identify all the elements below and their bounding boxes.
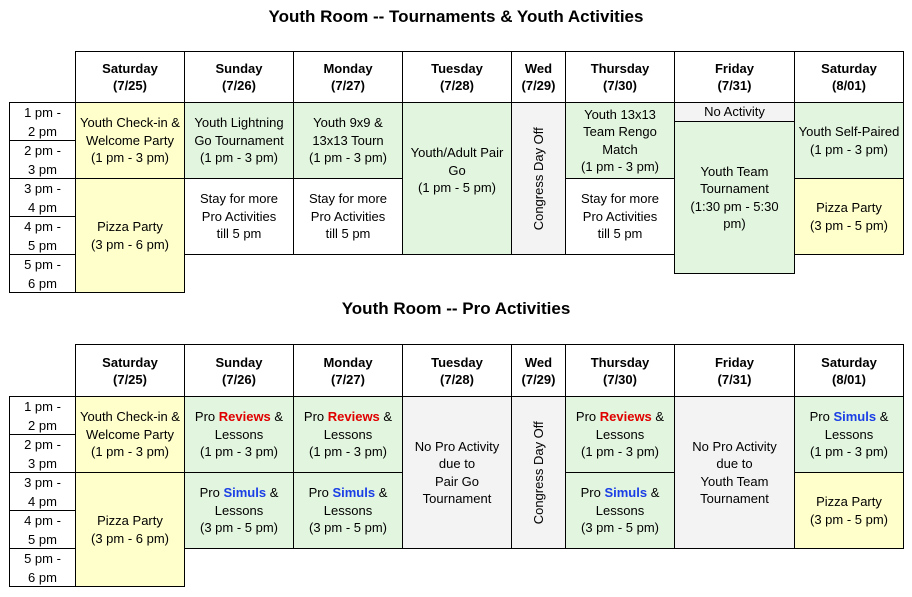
time-slot-2pm (9, 140, 76, 179)
header-date: (7/31) (717, 78, 752, 93)
event-line: Pizza Party (816, 494, 882, 509)
header-date: (7/27) (331, 371, 365, 387)
text-pre: Pro (809, 409, 834, 425)
event-line: Lessons (595, 426, 645, 442)
time-end: 3 pm (28, 455, 57, 471)
header-wed-0729 (511, 344, 566, 397)
event-no-pro-activity (674, 396, 795, 549)
header-tuesday-0728 (402, 344, 512, 397)
event-line: Youth 9x9 & (313, 115, 383, 131)
event-line: Pizza Party (97, 219, 163, 234)
text-pre: Pro (303, 409, 328, 425)
event-line: Pair Go (434, 473, 480, 489)
time-start: 1 pm - (24, 104, 61, 120)
time-slot-2pm (9, 434, 76, 473)
event-line: Pro Activities (310, 208, 386, 224)
event-stay-for-pro (565, 178, 675, 255)
time-start: 1 pm - (24, 398, 61, 414)
event-line: Pro Activities (582, 208, 658, 224)
event-line (581, 484, 660, 502)
event-line: Pizza Party (97, 513, 163, 528)
event-time: (3 pm - 5 pm) (809, 511, 888, 527)
time-end: 4 pm (28, 493, 57, 509)
event-time: pm) (723, 216, 746, 231)
event-line: Lessons (323, 502, 373, 518)
header-date: (8/01) (832, 78, 866, 93)
time-end: 4 pm (28, 199, 57, 215)
event-line: Welcome Party (86, 132, 174, 148)
event-line: Pro Activities (201, 208, 277, 224)
time-slot-5pm (9, 254, 76, 293)
event-time: (3 pm - 5 pm) (580, 520, 659, 536)
event-line: till 5 pm (216, 226, 262, 242)
header-sunday-0726 (184, 344, 294, 397)
time-end: 2 pm (28, 123, 57, 139)
time-slot-1pm (9, 102, 76, 141)
event-line: Go Tournament (194, 132, 284, 148)
time-start: 5 pm - (24, 256, 61, 272)
event-line (309, 484, 388, 502)
event-line: due to (438, 456, 476, 471)
time-start: 3 pm - (24, 474, 61, 490)
event-pro-reviews (565, 396, 675, 473)
text-pre: Pro (199, 485, 224, 501)
event-line: Tournament (422, 491, 492, 506)
table1-title: Youth Room -- Tournaments & Youth Activities (268, 7, 644, 26)
event-line: Welcome Party (86, 426, 174, 442)
text-post: & (266, 485, 279, 501)
header-date: (7/26) (222, 371, 256, 387)
text-pre: Pro (580, 485, 605, 501)
text-post: & (647, 485, 660, 501)
event-line: No Pro Activity (692, 438, 777, 454)
event-line: Lessons (214, 426, 264, 442)
header-monday-0727 (293, 51, 403, 103)
event-time: (1 pm - 3 pm) (308, 150, 387, 166)
header-date: (8/01) (832, 371, 866, 387)
reviews-label: Reviews (599, 409, 652, 425)
event-line: No Pro Activity (414, 438, 500, 454)
header-day: Thursday (590, 354, 650, 370)
time-slot-4pm (9, 216, 76, 255)
time-end: 6 pm (28, 275, 57, 291)
event-pizza-party (794, 178, 904, 255)
simuls-label: Simuls (223, 485, 267, 501)
event-line: Tournament (700, 181, 769, 196)
header-date: (7/25) (113, 78, 147, 93)
event-line: Stay for more (308, 191, 388, 207)
header-date: (7/31) (717, 371, 752, 387)
event-time: (1 pm - 3 pm) (90, 150, 169, 166)
event-line: Youth Team (700, 163, 769, 179)
event-line: Pizza Party (816, 200, 882, 215)
event-line (195, 408, 283, 426)
time-slot-1pm (9, 396, 76, 435)
header-saturday-0801 (794, 51, 904, 103)
time-end: 2 pm (28, 417, 57, 433)
header-day: Friday (714, 354, 754, 370)
event-time: (3 pm - 6 pm) (90, 530, 169, 546)
event-pro-reviews (184, 396, 294, 473)
event-time: (3 pm - 5 pm) (809, 217, 888, 233)
event-line: till 5 pm (325, 226, 371, 242)
event-line: till 5 pm (597, 226, 643, 242)
event-line: Stay for more (580, 191, 660, 207)
event-line: 13x13 Tourn (312, 132, 384, 148)
event-pizza-party (75, 472, 185, 587)
header-date: (7/30) (603, 371, 637, 387)
event-line (810, 408, 889, 426)
time-start: 4 pm - (24, 218, 61, 234)
event-pro-simuls (293, 472, 403, 549)
time-start: 5 pm - (24, 550, 61, 566)
header-day: Wed (524, 61, 553, 76)
event-line: Team Rengo (583, 124, 657, 139)
text-pre: Pro (194, 409, 219, 425)
simuls-label: Simuls (332, 485, 376, 501)
event-line: Lessons (595, 502, 645, 518)
header-saturday-0725 (75, 51, 185, 103)
day-off-label: Congress Day Off (530, 420, 546, 525)
event-youth-checkin (75, 102, 185, 179)
event-line: Tournament (700, 491, 769, 506)
time-end: 5 pm (28, 237, 57, 253)
header-wed-0729 (511, 51, 566, 103)
event-pizza-party (794, 472, 904, 549)
header-day: Saturday (821, 61, 877, 76)
event-line: Match (602, 141, 638, 157)
text-pre: Pro (575, 409, 600, 425)
event-stay-for-pro (184, 178, 294, 255)
text-post: & (270, 409, 284, 425)
header-day: Monday (323, 61, 373, 76)
event-pair-go (402, 102, 512, 255)
event-time: (1 pm - 3 pm) (809, 444, 888, 460)
event-time: (3 pm - 5 pm) (308, 520, 387, 536)
event-line: Youth 13x13 (584, 106, 656, 122)
simuls-label: Simuls (604, 485, 648, 501)
event-pro-simuls (794, 396, 904, 473)
time-slot-3pm (9, 178, 76, 217)
time-end: 5 pm (28, 531, 57, 547)
event-line: Go (448, 162, 466, 178)
event-line (200, 484, 279, 502)
table2-title: Youth Room -- Pro Activities (341, 299, 571, 318)
day-off-label: Congress Day Off (530, 126, 546, 231)
event-youth-checkin (75, 396, 185, 473)
event-congress-day-off (511, 102, 566, 255)
event-time: (1:30 pm - 5:30 (690, 198, 779, 214)
event-line: Lessons (323, 426, 373, 442)
header-thursday-0730 (565, 344, 675, 397)
header-friday-0731 (674, 344, 795, 397)
event-time: (1 pm - 3 pm) (308, 444, 387, 460)
header-day: Friday (714, 61, 754, 76)
header-sunday-0726 (184, 51, 294, 103)
event-line: Lessons (214, 502, 264, 518)
event-time: (1 pm - 3 pm) (809, 141, 888, 157)
time-start: 4 pm - (24, 512, 61, 528)
event-line: Youth Check-in & (80, 115, 180, 131)
event-time: (3 pm - 5 pm) (199, 520, 278, 536)
event-self-paired (794, 102, 904, 179)
header-date: (7/27) (331, 78, 365, 93)
event-stay-for-pro (293, 178, 403, 255)
event-line: Lessons (824, 426, 874, 442)
header-day: Tuesday (431, 354, 483, 370)
event-time: (1 pm - 3 pm) (199, 444, 278, 460)
event-line (304, 408, 392, 426)
event-time: (1 pm - 3 pm) (580, 159, 659, 174)
header-date: (7/25) (113, 371, 147, 387)
event-line: Youth Check-in & (80, 409, 180, 425)
event-pro-simuls (565, 472, 675, 549)
header-day: Saturday (102, 61, 158, 76)
time-slot-3pm (9, 472, 76, 511)
header-date: (7/29) (521, 371, 556, 387)
event-line: Stay for more (199, 191, 279, 207)
event-time: (1 pm - 3 pm) (90, 444, 169, 460)
event-line: Youth/Adult Pair (410, 145, 504, 161)
event-line: No Activity (704, 104, 765, 120)
text-post: & (651, 409, 665, 425)
time-start: 2 pm - (24, 436, 61, 452)
event-line: due to (716, 456, 753, 471)
reviews-label: Reviews (327, 409, 380, 425)
text-post: & (375, 485, 388, 501)
header-saturday-0801 (794, 344, 904, 397)
event-no-pro-activity (402, 396, 512, 549)
header-date: (7/28) (440, 78, 474, 93)
event-time: (1 pm - 3 pm) (199, 150, 278, 166)
header-friday-0731 (674, 51, 795, 103)
event-team-tournament (674, 121, 795, 274)
event-line: Youth Self-Paired (798, 124, 900, 139)
header-date: (7/26) (222, 78, 256, 93)
event-9x9-13x13-tournament (293, 102, 403, 179)
header-day: Sunday (215, 61, 263, 76)
event-congress-day-off (511, 396, 566, 549)
event-time: (1 pm - 3 pm) (580, 444, 659, 460)
event-time: (3 pm - 6 pm) (90, 236, 169, 252)
header-day: Saturday (821, 354, 877, 370)
event-line: Youth Team (700, 473, 769, 489)
header-day: Sunday (215, 354, 263, 370)
header-day: Monday (323, 354, 373, 370)
event-lightning-tournament (184, 102, 294, 179)
header-day: Saturday (102, 354, 158, 370)
event-pro-reviews (293, 396, 403, 473)
event-time: (1 pm - 5 pm) (417, 180, 496, 196)
header-monday-0727 (293, 344, 403, 397)
header-date: (7/30) (603, 78, 637, 93)
header-tuesday-0728 (402, 51, 512, 103)
time-slot-5pm (9, 548, 76, 587)
header-thursday-0730 (565, 51, 675, 103)
header-date: (7/28) (440, 371, 474, 387)
time-end: 6 pm (28, 569, 57, 585)
text-post: & (876, 409, 889, 425)
time-slot-4pm (9, 510, 76, 549)
reviews-label: Reviews (218, 409, 271, 425)
header-day: Tuesday (431, 61, 483, 76)
time-end: 3 pm (28, 161, 57, 177)
time-start: 2 pm - (24, 142, 61, 158)
event-line (576, 408, 664, 426)
text-pre: Pro (308, 485, 333, 501)
event-line: Youth Lightning (194, 115, 284, 131)
text-post: & (379, 409, 393, 425)
event-no-activity (674, 102, 795, 122)
header-day: Wed (524, 354, 553, 370)
header-date: (7/29) (521, 78, 556, 93)
event-pro-simuls (184, 472, 294, 549)
time-start: 3 pm - (24, 180, 61, 196)
event-team-rengo (565, 102, 675, 179)
simuls-label: Simuls (833, 409, 877, 425)
header-day: Thursday (590, 61, 650, 76)
event-pizza-party (75, 178, 185, 293)
header-saturday-0725 (75, 344, 185, 397)
